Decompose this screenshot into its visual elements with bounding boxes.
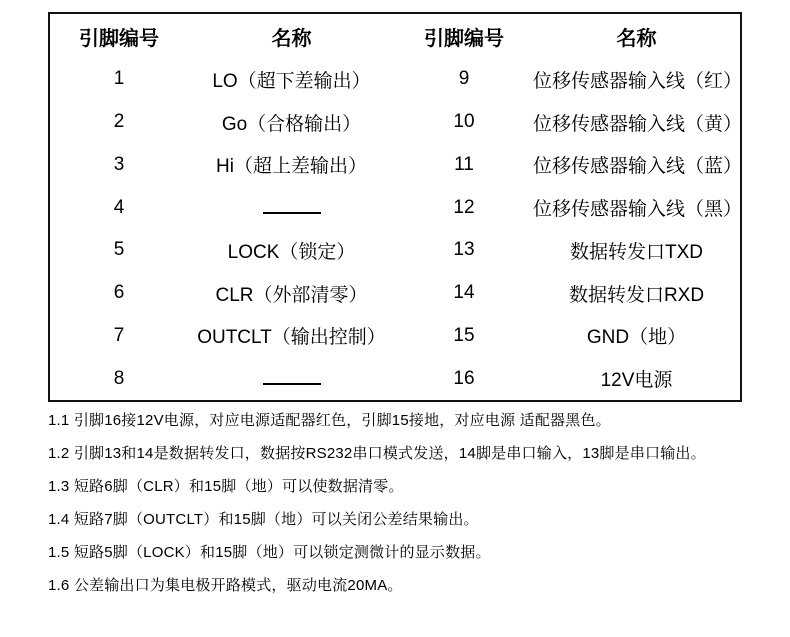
pin-number: 16 <box>453 367 475 389</box>
pin-name: LOCK（锁定） <box>227 241 356 263</box>
dash-placeholder-icon <box>263 201 321 214</box>
pin-assignment-table <box>48 12 742 402</box>
pin-name: 位移传感器输入线（黑） <box>533 199 743 221</box>
pin-name: LO（超下差输出） <box>212 70 371 92</box>
pin-name: GND（地） <box>586 327 687 349</box>
pin-number: 9 <box>458 68 470 90</box>
table-row <box>50 101 740 144</box>
note-item: 1.4 短路7脚（OUTCLT）和15脚（地）可以关闭公差结果输出。 <box>48 511 479 528</box>
table-row <box>50 315 740 358</box>
table-row <box>50 357 740 400</box>
note-item: 1.3 短路6脚（CLR）和15脚（地）可以使数据清零。 <box>48 478 404 495</box>
pin-name-empty <box>188 186 395 229</box>
note-item: 1.2 引脚13和14是数据转发口，数据按RS232串口模式发送，14脚是串口输入，13脚是串口输出。 <box>48 445 706 462</box>
header-pin-number-left: 引脚编号 <box>79 27 159 50</box>
pin-name: 位移传感器输入线（红） <box>533 70 743 92</box>
pin-name: OUTCLT（输出控制） <box>197 327 386 349</box>
header-name-left: 名称 <box>271 27 312 50</box>
pin-number: 7 <box>113 324 125 346</box>
pin-number: 14 <box>453 282 475 304</box>
table-row <box>50 144 740 187</box>
pin-number: 8 <box>113 367 125 389</box>
pin-name: 位移传感器输入线（蓝） <box>533 156 743 178</box>
pin-name: 12V电源 <box>600 370 673 392</box>
dash-placeholder-icon <box>263 372 321 385</box>
pin-name: CLR（外部清零） <box>215 284 368 306</box>
pin-name: 数据转发口TXD <box>569 241 703 263</box>
header-pin-number-right: 引脚编号 <box>424 27 504 50</box>
note-item: 1.6 公差输出口为集电极开路模式，驱动电流20MA。 <box>48 577 403 594</box>
pin-number: 4 <box>113 196 125 218</box>
table-row <box>50 272 740 315</box>
table-row <box>50 58 740 101</box>
pin-number: 3 <box>113 153 125 175</box>
pin-number: 12 <box>453 196 475 218</box>
header-name-right: 名称 <box>616 27 657 50</box>
table-header-row <box>50 14 740 58</box>
pin-name-empty <box>188 357 395 400</box>
pin-name: 位移传感器输入线（黄） <box>533 113 743 135</box>
pin-name: Hi（超上差输出） <box>216 156 367 178</box>
pin-number: 10 <box>453 111 475 133</box>
pin-number: 6 <box>113 282 125 304</box>
pin-number: 11 <box>454 153 474 175</box>
note-item: 1.5 短路5脚（LOCK）和15脚（地）可以锁定测微计的显示数据。 <box>48 544 491 561</box>
pin-name: 数据转发口RXD <box>568 284 705 306</box>
pin-number: 13 <box>453 239 475 261</box>
table-row <box>50 186 740 229</box>
pin-number: 2 <box>113 111 125 133</box>
note-item: 1.1 引脚16接12V电源，对应电源适配器红色，引脚15接地，对应电源 适配器黑色。 <box>48 412 611 429</box>
pin-number: 1 <box>113 68 125 90</box>
table-row <box>50 229 740 272</box>
pin-number: 5 <box>113 239 125 261</box>
notes-section <box>48 406 758 604</box>
pin-number: 15 <box>453 324 475 346</box>
pin-name: Go（合格输出） <box>221 113 362 135</box>
